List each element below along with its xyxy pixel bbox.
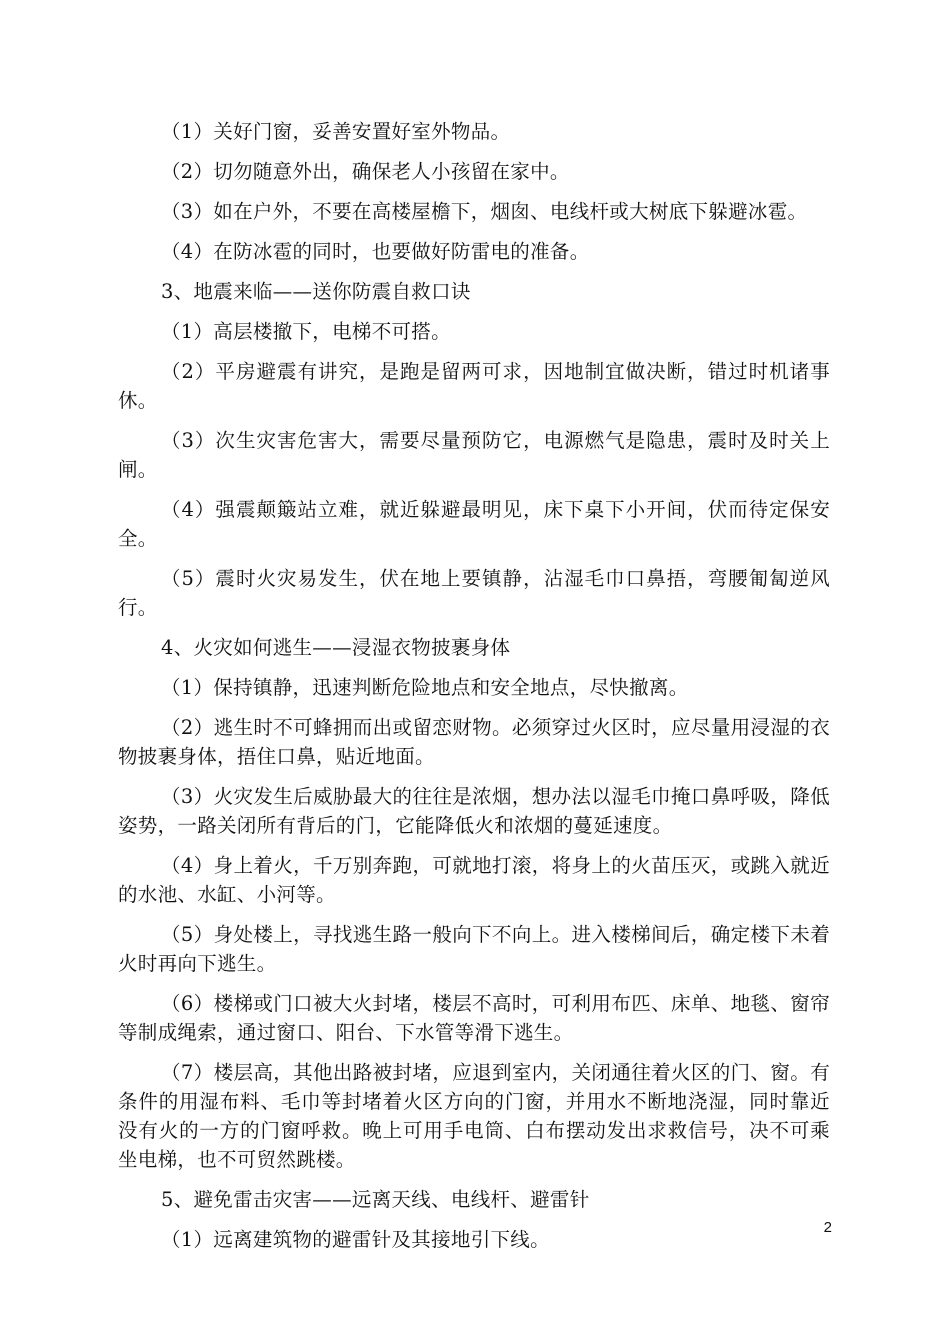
paragraph-earthquake-4: （4）强震颠簸站立难，就近躲避最明见，床下桌下小开间，伏而待定保安全。	[118, 498, 830, 550]
document-body	[118, 117, 830, 1265]
paragraph-earthquake-3: （3）次生灾害危害大，需要尽量预防它，电源燃气是隐患，震时及时关上闸。	[118, 429, 830, 481]
paragraph-fire-7: （7）楼层高，其他出路被封堵，应退到室内，关闭通往着火区的门、窗。有条件的用湿布料、毛巾等封堵着火区方向的门窗，并用水不断地浇湿，同时靠近没有火的一方的门窗呼救。晚上可用手电筒、白布摆动发出求救信号，决不可乘坐电梯，也不可贸然跳楼。	[118, 1061, 830, 1171]
paragraph-fire-4: （4）身上着火，千万别奔跑，可就地打滚，将身上的火苗压灭，或跳入就近的水池、水缸、小河等。	[118, 854, 830, 906]
paragraph-earthquake-2: （2）平房避震有讲究，是跑是留两可求，因地制宜做决断，错过时机诸事休。	[118, 360, 830, 412]
paragraph-fire-5: （5）身处楼上，寻找逃生路一般向下不向上。进入楼梯间后，确定楼下未着火时再向下逃生。	[118, 923, 830, 975]
section-heading-earthquake: 3、地震来临——送你防震自救口诀	[161, 280, 471, 303]
paragraph-fire-6: （6）楼梯或门口被大火封堵，楼层不高时，可利用布匹、床单、地毯、窗帘等制成绳索，通过窗口、阳台、下水管等滑下逃生。	[118, 992, 830, 1044]
paragraph-hail-4: （4）在防冰雹的同时，也要做好防雷电的准备。	[161, 240, 590, 263]
paragraph-hail-2: （2）切勿随意外出，确保老人小孩留在家中。	[161, 160, 570, 183]
paragraph-earthquake-1: （1）高层楼撤下，电梯不可搭。	[161, 320, 451, 343]
paragraph-fire-2: （2）逃生时不可蜂拥而出或留恋财物。必须穿过火区时，应尽量用浸湿的衣物披裹身体，捂住口鼻，贴近地面。	[118, 716, 830, 768]
paragraph-lightning-1: （1）远离建筑物的避雷针及其接地引下线。	[161, 1228, 550, 1251]
paragraph-fire-3: （3）火灾发生后威胁最大的往往是浓烟，想办法以湿毛巾掩口鼻呼吸，降低姿势，一路关闭所有背后的门，它能降低火和浓烟的蔓延速度。	[118, 785, 830, 837]
paragraph-hail-1: （1）关好门窗，妥善安置好室外物品。	[161, 120, 511, 143]
paragraph-hail-3: （3）如在户外，不要在高楼屋檐下，烟囱、电线杆或大树底下躲避冰雹。	[161, 200, 808, 223]
section-heading-lightning: 5、避免雷击灾害——远离天线、电线杆、避雷针	[161, 1188, 590, 1211]
page-number: 2	[823, 1219, 832, 1236]
paragraph-earthquake-5: （5）震时火灾易发生，伏在地上要镇静，沾湿毛巾口鼻捂，弯腰匍匐逆风行。	[118, 567, 830, 619]
section-heading-fire: 4、火灾如何逃生——浸湿衣物披裹身体	[161, 636, 511, 659]
paragraph-fire-1: （1）保持镇静，迅速判断危险地点和安全地点，尽快撤离。	[161, 676, 689, 699]
